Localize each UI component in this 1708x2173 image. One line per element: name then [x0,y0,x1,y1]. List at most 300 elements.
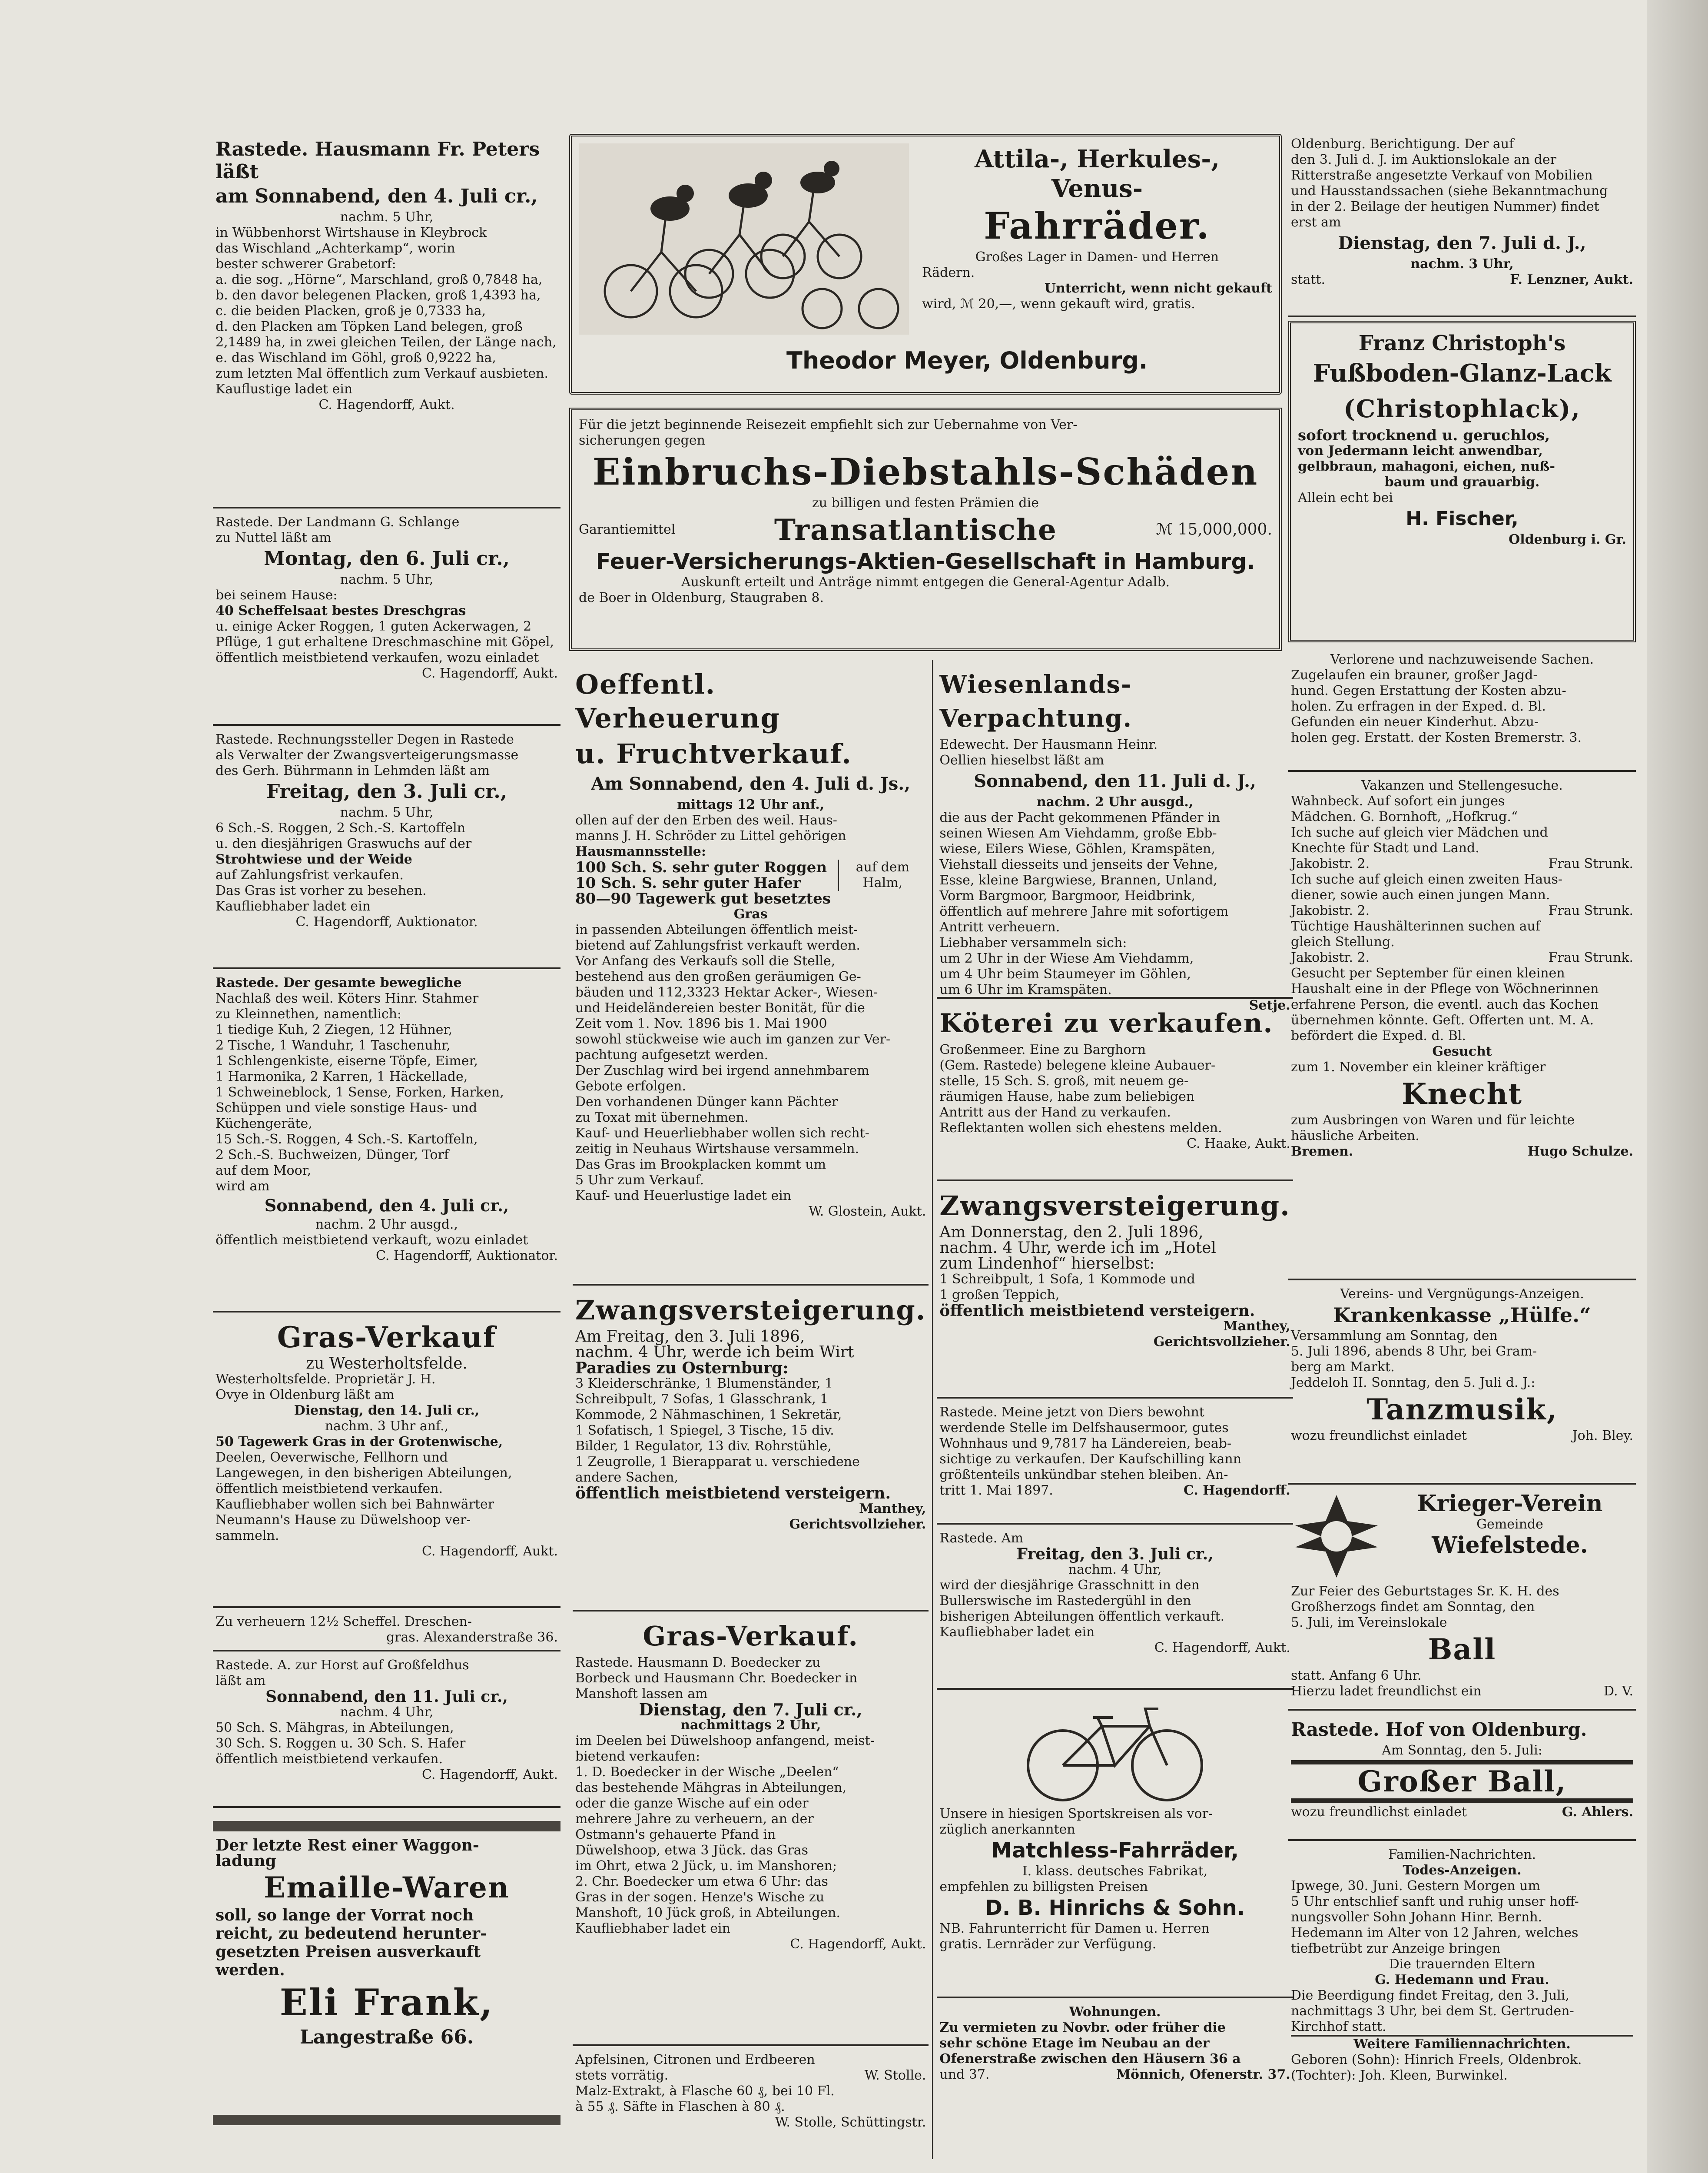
ad-zwangsversteigerung-1 [573,1286,929,1611]
ad-line: Deelen, Oeverwische, Fellhorn und [216,1450,448,1465]
ad-line: Jakobistr. 2. [1291,950,1370,965]
ad-line: Zu verheuern 12½ Scheffel. Dreschen- [216,1614,472,1629]
subcolumn-a [569,660,933,2159]
ad-line: bestehend aus den großen geräumigen Ge- [575,969,861,984]
ad-familien [1288,1841,1636,2084]
ad-line: auf dem Moor, [216,1163,312,1178]
ad-line: bietend auf Zahlungsfrist verkauft werden. [575,938,860,953]
ad-line: wird, ℳ 20,—, wenn gekauft wird, gratis. [922,296,1195,312]
ad-line: nachm. 4 Uhr, [1068,1562,1162,1577]
krieger-row [1291,1684,1633,1699]
ad-line: Haushalt eine in der Pflege von Wöchnerinnen [1291,981,1599,997]
ad-line: d. den Placken am Töpken Land belegen, groß 2,1489 ha, in zwei gleichen Teilen, der Länge nach, [216,319,557,350]
ad-line: zum 1. November ein kleiner kräftiger [1291,1060,1546,1075]
ad-line: erfahrene Person, die eventl. auch das Kochen [1291,997,1599,1012]
vakanz-row [1291,903,1633,919]
ad-title: Matchless-Fahrräder, [991,1838,1239,1863]
ad-line: Ofenerstraße zwischen den Häusern 36 a [939,2051,1241,2067]
ad-line: öffentlich meistbietend verkaufen, wozu einladet [216,650,539,665]
ad-line: holen. Zu erfragen in der Exped. d. Bl. [1291,699,1546,714]
ad-line: sammeln. [216,1528,279,1543]
ad-line: sicherungen gegen [579,433,705,448]
ad-line: öffentlich meistbietend verkaufen. [216,1481,443,1496]
ad-line: stets vorrätig. [575,2068,669,2083]
ad-date: Montag, den 6. Juli cr., [264,548,510,570]
ad-line: öffentlich meistbietend verkaufen. [216,1751,443,1767]
ad-line: das Wischland „Achterkamp“, worin [216,241,455,256]
ad-line: Kauflustige ladet ein [216,382,353,397]
ad-line: Kauf- und Heuerliebhaber wollen sich recht- [575,1126,869,1141]
ad-line: 5 Uhr entschlief sanft und ruhig unser hoff- [1291,1894,1579,1909]
ad-company-name: Theodor Meyer, Oldenburg. [786,347,1148,374]
ad-line: Schreibpult, 7 Sofas, 1 Glasschrank, 1 [575,1392,829,1407]
ad-line: Manshoft, 10 Jück groß, in Abteilungen. [575,1905,841,1920]
ad-line: Hierzu ladet freundlichst ein [1291,1684,1482,1699]
ad-verheuerung [573,660,929,1286]
ad-line: c. die beiden Placken, groß je 0,7333 ha, [216,303,486,319]
ad-line: Rastede. Meine jetzt von Diers bewohnt [939,1405,1204,1420]
ad-signature: Joh. Bley. [1572,1428,1633,1443]
ad-title: Attila-, Herkules-, [975,145,1220,173]
ad-line: im Ohrt, etwa 2 Jück, u. im Manshoren; [575,1858,837,1874]
ad-line: gras. Alexanderstraße 36. [386,1630,558,1645]
ad-zwangsversteigerung-2 [937,1181,1293,1399]
ad-line: 1 Zeugrolle, 1 Bierapparat u. verschiedene [575,1454,860,1469]
ad-line: Gras in der sogen. Henze's Wische zu [575,1890,825,1905]
section-heading: Verlorene und nachzuweisende Sachen. [1330,652,1594,667]
ad-line: Am Donnerstag, den 2. Juli 1896, [939,1223,1204,1241]
ad-line: 1 Schweineblock, 1 Sense, Forken, Harken, [216,1085,504,1100]
ad-line: nachm. 2 Uhr ausgd., [1036,794,1194,810]
ad-berichtigung [1288,130,1636,317]
ad-signature: C. Hagendorff, Auktionator. [376,1248,558,1263]
ad-company-name: Eli Frank, [279,1981,494,2024]
ad-line: u. den diesjährigen Graswuchs auf der [216,836,472,851]
verein-row [1291,1428,1633,1444]
ad-signature: C. Hagendorff, Auktionator. [295,914,478,930]
ad-address: Oldenburg i. Gr. [1509,532,1626,547]
ad-wohnungen [937,1998,1293,2120]
ad-line: holen geg. Erstatt. der Kosten Bremerstr. 3. [1291,730,1582,745]
ad-line: bester schwerer Grabetorf: [216,256,396,272]
ad-line: Oldenburg. Berichtigung. Der auf [1291,136,1514,152]
ad-line: 1 tiedige Kuh, 2 Ziegen, 12 Hühner, [216,1022,453,1037]
ad-line: Manshoft lassen am [575,1686,708,1701]
ad-line: oder die ganze Wische auf ein oder [575,1796,809,1811]
bericht-row [1291,272,1633,288]
ad-line: sehr schöne Etage im Neubau an der [939,2036,1210,2051]
ad-line: nachm. 4 Uhr, werde ich im „Hotel [939,1239,1216,1257]
ad-subtitle: zu Westerholtsfelde. [306,1355,468,1372]
column-right [1288,130,1636,2173]
cyclists-icon [579,143,909,335]
ad-date: Freitag, den 3. Juli cr., [266,781,507,803]
ad-line: baum und grauarbig. [1384,475,1540,490]
ad-line: 6 Sch.-S. Roggen, 2 Sch.-S. Kartoffeln [216,821,465,836]
ad-line: Liebhaber versammeln sich: [939,935,1127,950]
ad-line: nachm. 3 Uhr, [1410,256,1514,272]
middle-subcolumns [569,660,1290,2159]
ad-line: Borbeck und Hausmann Chr. Boedecker in [575,1671,858,1686]
ad-signature: Gerichtsvollzieher. [1153,1334,1290,1349]
ad-title: Fußboden-Glanz-Lack [1313,359,1612,388]
ad-line: mehrere Jahre zu verheuern, an der [575,1811,814,1827]
ad-line: Die trauernden Eltern [1389,1957,1536,1972]
ad-line: reicht, zu bedeutend herunter- [216,1924,487,1943]
ad-zur-horst [213,1651,560,1808]
ad-line: Mädchen. G. Bornhoft, „Hofkrug.“ [1291,809,1518,824]
ad-line: Neumann's Hause zu Düwelshoop ver- [216,1512,471,1528]
ad-date: Dienstag, den 7. Juli cr., [639,1700,862,1719]
ad-line: Kaufliebhaber ladet ein [939,1625,1095,1640]
ad-signature: W. Glostein, Aukt. [809,1204,926,1219]
ad-title: Knecht [1402,1077,1522,1111]
ad-signature: C. Hagendorff, Aukt. [422,1544,558,1559]
ad-line: Allein echt bei [1298,490,1393,505]
ad-line: im Deelen bei Düwelshoop anfangend, meist- [575,1733,875,1748]
ad-line: seinen Wiesen Am Viehdamm, große Ebb- [939,826,1217,841]
ad-line: bietend verkaufen: [575,1749,700,1764]
ad-signature: G. Hedemann und Frau. [1375,1972,1549,1987]
ad-line: Bilder, 1 Regulator, 13 div. Rohrstühle, [575,1439,832,1454]
ad-line: Ovye in Oldenburg läßt am [216,1387,395,1402]
ad-line: befördert die Exped. d. Bl. [1291,1028,1466,1043]
ad-date: Sonnabend, den 4. Juli cr., [264,1196,509,1215]
ad-line: pachtung aufgesetzt werden. [575,1047,769,1063]
ad-line: und Hausstandssachen (siehe Bekanntmachung [1291,183,1608,199]
ad-line: gesetzten Preisen ausverkauft [216,1943,481,1961]
ad-line: Hedemann im Alter von 12 Jahren, welches [1291,1925,1579,1940]
ad-signature: C. Hagendorff, Aukt. [422,1767,558,1782]
ad-line: zum Lindenhof“ hierselbst: [939,1255,1155,1273]
ad-signature: F. Lenzner, Aukt. [1510,272,1633,287]
ad-date: Freitag, den 3. Juli cr., [1016,1545,1214,1563]
ad-title: Ball [1428,1632,1496,1666]
ad-line: größtenteils unkündbar stehen bleiben. An- [939,1467,1228,1482]
ad-line: des Gerh. Bührmann in Lehmden läßt am [216,763,490,778]
ad-line: de Boer in Oldenburg, Staugraben 8. [579,590,824,605]
ad-line: Gras [733,907,768,922]
ad-signature: C. Hagendorff, Aukt. [318,397,455,412]
ad-line: nungsvoller Sohn Johann Hinr. Bernh. [1291,1910,1542,1925]
ad-line: Ich suche auf gleich einen zweiten Haus- [1291,872,1562,887]
ad-line: Kaufliebhaber wollen sich bei Bahnwärter [216,1497,494,1512]
wohnung-row [939,2067,1290,2083]
ad-line: ladung [216,1852,276,1870]
ad-title: Wiefelstede. [1432,1532,1588,1558]
ad-signature: C. Hagendorff, Aukt. [422,666,558,681]
ad-signature: Manthey, [859,1501,926,1516]
section-heading: Familien-Nachrichten. [1388,1847,1536,1862]
ad-signature: W. Stolle, Schüttingstr. [775,2115,926,2130]
ad-signature: Gerichtsvollzieher. [789,1517,926,1532]
ad-line: gleich Stellung. [1291,934,1395,950]
ad-signature: Manthey, [1223,1319,1290,1334]
ad-line: NB. Fahrunterricht für Damen u. Herren [939,1921,1210,1936]
ad-line: Kommode, 2 Nähmaschinen, 1 Sekretär, [575,1407,842,1422]
ad-line: u. einige Acker Roggen, 1 guten Ackerwagen, 2 Pflüge, 1 gut erhaltene Dreschmaschine mit Göpel, [216,619,554,650]
ad-bullerswische [937,1525,1293,1690]
ad-signature: C. Hagendorff, Aukt. [1154,1640,1290,1655]
ad-title: Krieger-Verein [1417,1490,1603,1517]
ad-title: Rastede. Hof von Oldenburg. [1291,1719,1587,1740]
ad-line: wozu freundlichst einladet [1291,1428,1467,1443]
column-middle [569,130,1290,2173]
ad-line: nachm. 5 Uhr, [340,805,434,820]
ad-line: Jakobistr. 2. [1291,903,1370,918]
ad-line: 5 Uhr zum Verkauf. [575,1173,704,1188]
ad-line: Rastede. Hausmann Fr. Peters läßt [216,138,540,183]
ad-signature: Mönnich, Ofenerstr. 37. [1116,2067,1290,2082]
ad-line: a. die sog. „Hörne“, Marschland, groß 0,7848 ha, [216,272,543,287]
ad-title: Wohnungen. [1069,2004,1161,2020]
ad-line: Rädern. [922,265,975,280]
ad-line: Kaufliebhaber ladet ein [216,899,371,914]
ad-hof-von-oldenburg [1288,1711,1636,1841]
ad-date: Dienstag, den 7. Juli d. J., [1338,233,1586,253]
ad-line: Rastede. Hausmann D. Boedecker zu [575,1655,821,1670]
ad-date: Dienstag, den 14. Juli cr., [294,1403,480,1418]
oeff-items [575,860,926,891]
ad-line: Vorm Bargmoor, Bargmoor, Heidbrink, [939,888,1195,904]
ad-line: am Sonnabend, den 4. Juli cr., [216,185,538,207]
ad-title: Zwangsversteigerung. [939,1190,1290,1222]
ad-line: Gesucht [1432,1044,1492,1059]
ad-line: in Wübbenhorst Wirtshause in Kleybrock [216,225,487,240]
ad-line: öffentlich meistbietend versteigern. [939,1302,1255,1320]
ad-line: Großenmeer. Eine zu Barghorn [939,1042,1146,1057]
ad-line: zeitig in Neuhaus Wirtshause versammeln. [575,1141,859,1156]
ad-line: 100 Sch. S. sehr guter Roggen [575,859,827,876]
ad-line: erst am [1291,215,1341,230]
ad-company-name: Feuer-Versicherungs-Aktien-Gesellschaft in Hamburg. [596,549,1255,574]
ad-line: nachm. 5 Uhr, [340,209,434,225]
hof-row [1291,1804,1633,1820]
ad-line: nachm. 4 Uhr, werde ich beim Wirt [575,1343,854,1361]
ad-line: 15 Sch.-S. Roggen, 4 Sch.-S. Kartoffeln, [216,1132,478,1147]
ad-line: manns J. H. Schröder zu Littel gehörigen [575,828,846,844]
ad-line: Bullerswische im Rastedergühl in den [939,1593,1191,1608]
ad-stahmer [213,969,560,1312]
ad-line: 1 Schlengenkiste, eiserne Töpfe, Eimer, [216,1053,478,1069]
krieger-header [1291,1491,1633,1584]
ad-degen [213,726,560,969]
ad-line: wird der diesjährige Grasschnitt in den [939,1578,1200,1593]
ad-line: wozu freundlichst einladet [1291,1804,1467,1820]
ad-signature: D. V. [1603,1684,1633,1699]
ad-line: Gemeinde [1476,1517,1543,1532]
ad-line: Für die jetzt beginnende Reisezeit empfiehlt sich zur Uebernahme von Ver- [579,417,1078,432]
ad-line: Antritt aus der Hand zu verkaufen. [939,1105,1171,1120]
ad-line: nachm. 3 Uhr anf., [325,1419,449,1434]
ad-gras-verkauf-2 [573,1611,929,2046]
ad-line: sowohl stückweise wie auch im ganzen zur Ver- [575,1032,891,1047]
ad-amount: ℳ 15,000,000. [1156,521,1272,538]
ad-line: auf Zahlungsfrist verkaufen. [216,867,404,883]
ad-title: Franz Christoph's [1358,331,1566,356]
ad-line: sofort trocknend u. geruchlos, [1298,427,1550,444]
ad-line: und Heideländereien bester Bonität, für die [575,1000,865,1016]
ad-line: Geboren (Sohn): Hinrich Freels, Oldenbrok. [1291,2052,1582,2067]
ad-title: Einbruchs-Diebstahls-Schäden [592,450,1259,493]
ad-line: Kauf- und Heuerlustige ladet ein [575,1188,792,1203]
ad-line: Paradies zu Osternburg: [575,1359,789,1377]
ad-line: 1 großen Teppich, [939,1287,1060,1302]
ad-signature: C. Hagendorff. [1183,1483,1290,1498]
ad-line: soll, so lange der Vorrat noch [216,1906,474,1924]
ad-line: gelbbraun, mahagoni, eichen, nuß- [1298,459,1555,474]
ad-line: als Verwalter der Zwangsverteigerungsmasse [216,748,519,763]
ad-diers [937,1399,1293,1525]
ad-title: Großer Ball, [1291,1760,1633,1803]
ad-line: b. den davor belegenen Placken, groß 1,4393 ha, [216,288,541,303]
ad-title: Fahrräder. [984,204,1211,247]
ad-line: Bremen. [1291,1144,1353,1159]
section-heading: Vereins- und Vergnügungs-Anzeigen. [1340,1286,1584,1302]
ad-title: (Christophlack), [1343,395,1581,423]
ad-line: öffentlich meistbietend verkauft, wozu einladet [216,1233,528,1248]
ad-line: Zeit vom 1. Nov. 1896 bis 1. Mai 1900 [575,1016,827,1031]
ad-line: 40 Scheffelsaat bestes Dreschgras [216,603,466,618]
ad-line: Am Freitag, den 3. Juli 1896, [575,1328,805,1346]
ad-title: Zwangsversteigerung. [575,1294,926,1326]
ad-date: Sonnabend, den 11. Juli cr., [265,1688,508,1706]
ad-title: Krankenkasse „Hülfe.“ [1333,1303,1591,1327]
ad-line: Garantiemittel [579,522,676,537]
ad-line: 2. Chr. Boedecker um etwa 6 Uhr: das [575,1874,828,1889]
ad-line: Rastede. Der Landmann G. Schlange [216,515,460,530]
ad-verheuern [213,1608,560,1651]
ad-line: Reflektanten wollen sich ehestens melden. [939,1120,1222,1136]
ad-line: Jeddeloh II. Sonntag, den 5. Juli d. J.: [1291,1375,1536,1390]
ad-line: (Tochter): Joh. Kleen, Burwinkel. [1291,2068,1508,2083]
ad-line: 80—90 Tagewerk gut besetztes [575,890,831,907]
ad-line: berg am Markt. [1291,1359,1395,1375]
ad-line: Großherzogs findet am Sonntag, den [1291,1599,1535,1615]
ad-company-name: Transatlantische [774,513,1057,547]
ad-line: 2 Tische, 1 Wanduhr, 1 Taschenuhr, [216,1038,451,1053]
column-left [213,130,560,2173]
ad-line: wird am [216,1179,270,1194]
ad-line: mittags 12 Uhr anf., [677,797,825,812]
ad-line: von Jedermann leicht anwendbar, [1298,443,1543,459]
ad-line: Gefunden ein neuer Kinderhut. Abzu- [1291,714,1539,730]
ad-line: Den vorhandenen Dünger kann Pächter [575,1094,838,1110]
diers-row [939,1483,1290,1499]
ad-title: Emaille-Waren [264,1871,510,1904]
ad-line: zu billigen und festen Prämien die [812,495,1039,511]
ad-line: andere Sachen, [575,1470,678,1485]
ad-koeterei [937,999,1293,1181]
ad-line: auf dem Halm, [838,860,926,891]
ad-signature: Hugo Schulze. [1527,1144,1633,1159]
ad-line: Zugelaufen ein brauner, großer Jagd- [1291,668,1538,683]
ad-title: Köterei zu verkaufen. [939,1008,1274,1039]
ad-line: Apfelsinen, Citronen und Erdbeeren [575,2052,815,2067]
ad-line: Ritterstraße angesetzte Verkauf von Mobilien [1291,168,1593,183]
bicycle-icon [1019,1696,1211,1804]
section-heading: Todes-Anzeigen. [1403,1863,1522,1878]
ad-line: Der Zuschlag wird bei irgend annehmbarem [575,1063,869,1078]
ad-line: Hausmannsstelle: [575,844,706,859]
ad-line: e. das Wischland im Göhl, groß 0,9222 ha, [216,350,496,365]
ad-line: empfehlen zu billigsten Preisen [939,1879,1148,1894]
ad-line: Wahnbeck. Auf sofort ein junges [1291,794,1505,809]
ad-line: zu Toxat mit übernehmen. [575,1110,749,1125]
ad-line: hund. Gegen Erstattung der Kosten abzu- [1291,683,1566,698]
ad-line: 3 Kleiderschränke, 1 Blumenständer, 1 [575,1376,833,1391]
ad-line: und 37. [939,2067,990,2082]
ad-address: Langestraße 66. [299,2026,474,2048]
ad-emaille [213,1821,560,2125]
ad-line: Edewecht. Der Hausmann Heinr. [939,737,1158,752]
bicycle-illustration [939,1696,1290,1806]
ad-signature: Frau Strunk. [1548,856,1633,871]
ad-line: à 55 ₰. Säfte in Flaschen à 80 ₰. [575,2099,785,2114]
ad-title: Gras-Verkauf [277,1320,497,1354]
ad-company-name: D. B. Hinrichs & Sohn. [985,1896,1245,1920]
ad-line: Versammlung am Sonntag, den [1291,1328,1498,1343]
ad-line: 5. Juli 1896, abends 8 Uhr, bei Gram- [1291,1344,1537,1359]
ad-matchless [937,1690,1293,1998]
ad-line: stelle, 15 Sch. S. groß, mit neuem ge- [939,1073,1189,1089]
ad-line: zum Ausbringen von Waren und für leichte [1291,1113,1575,1128]
ad-date: Am Sonnabend, den 4. Juli d. Js., [591,774,911,794]
ad-line: öffentlich auf mehrere Jahre mit sofortigem [939,904,1229,919]
ad-company-name: H. Fischer, [1406,508,1519,530]
ad-line: 10 Sch. S. sehr guter Hafer [575,874,801,892]
ad-line: läßt am [216,1673,266,1688]
ad-line: Das Gras im Brookplacken kommt um [575,1157,826,1172]
ad-line: um 6 Uhr im Kramspäten. [939,982,1112,997]
ad-line: Der letzte Rest einer Waggon- [216,1836,479,1854]
ad-line: Rastede. Der gesamte bewegliche [216,975,462,990]
ad-line: Kaufliebhaber ladet ein [575,1921,730,1936]
ad-line: Rastede. A. zur Horst auf Großfeldhus [216,1658,469,1673]
ad-line: Die Beerdigung findet Freitag, den 3. Juli, [1291,1988,1569,2003]
ad-line: Rastede. Am [939,1531,1023,1546]
ad-line: 2 Sch.-S. Buchweizen, Dünger, Torf [216,1147,449,1163]
ad-line: die aus der Pacht gekommenen Pfänder in [939,810,1220,825]
ad-line: Unterricht, wenn nicht gekauft [1044,281,1272,296]
ad-line: züglich anerkannten [939,1822,1075,1837]
ad-line: nachmittags 2 Uhr, [680,1718,821,1733]
ad-signature: C. Hagendorff, Aukt. [790,1937,926,1952]
ad-line: Rastede. Rechnungssteller Degen in Rastede [216,732,514,747]
ad-gras-verkauf [213,1312,560,1608]
ad-line: häusliche Arbeiten. [1291,1128,1419,1143]
ad-line: Antritt verheuern. [939,920,1060,935]
ad-line: übernehmen könnte. Geft. Offerten unt. M. A. [1291,1013,1594,1028]
ad-line: um 4 Uhr beim Staumeyer im Göhlen, [939,967,1191,982]
ad-line: 5. Juli, im Vereinslokale [1291,1615,1447,1630]
ad-line: den 3. Juli d. J. im Auktionslokale an der [1291,152,1556,167]
ad-vakanzen [1288,772,1636,1280]
ad-line: diener, sowie auch einen jungen Mann. [1291,887,1550,903]
ad-line: Nachlaß des weil. Köters Hinr. Stahmer [216,991,479,1006]
ad-signature: Frau Strunk. [1548,950,1633,965]
ad-line: Am Sonntag, den 5. Juli: [1382,1743,1542,1758]
ad-line: Malz-Extrakt, à Flasche 60 ₰, bei 10 Fl. [575,2083,835,2099]
ad-line: Düwelshoop, etwa 3 Jück. das Gras [575,1843,809,1858]
ad-line: nachmittags 3 Uhr, bei dem St. Gertruden- [1291,2004,1574,2019]
ad-peters [213,130,560,508]
ad-line: Vor Anfang des Verkaufs soll die Stelle, [575,954,836,969]
ad-line: Ostmann's gehauerte Pfand in [575,1827,776,1842]
ad-title: Oeffentl. Verheuerung [575,668,780,734]
ad-signature: W. Stolle. [864,2068,926,2083]
ad-title: Gras-Verkauf. [643,1620,859,1652]
